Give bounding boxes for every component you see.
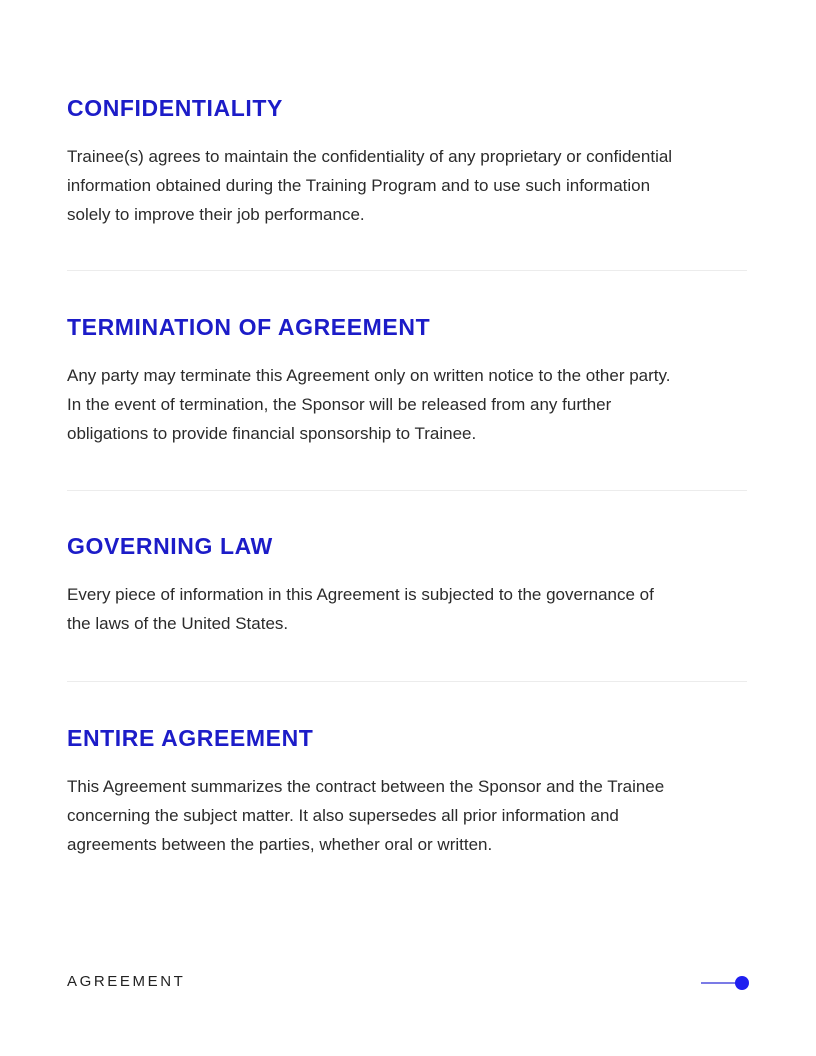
section-body-line: In the event of termination, the Sponsor will be released from any further xyxy=(67,395,612,414)
section-body-line: solely to improve their job performance. xyxy=(67,205,365,224)
section-body-line: information obtained during the Training Program and to use such information xyxy=(67,176,651,195)
section-termination xyxy=(67,313,747,448)
footer-label: AGREEMENT xyxy=(67,973,186,990)
section-body-line: Any party may terminate this Agreement only on written notice to the other party. xyxy=(67,366,671,385)
section-governing-law xyxy=(67,532,747,638)
section-heading: ENTIRE AGREEMENT xyxy=(67,725,314,751)
section-body-line: concerning the subject matter. It also supersedes all prior information and xyxy=(67,806,619,825)
page-progress-indicator-icon xyxy=(701,976,751,990)
section-heading: TERMINATION OF AGREEMENT xyxy=(67,314,431,340)
section-body-line: obligations to provide financial sponsorship to Trainee. xyxy=(67,424,477,443)
section-body-line: Every piece of information in this Agreement is subjected to the governance of xyxy=(67,585,654,604)
indicator-dot-icon xyxy=(735,976,749,990)
section-body-line: This Agreement summarizes the contract between the Sponsor and the Trainee xyxy=(67,777,665,796)
section-heading: GOVERNING LAW xyxy=(67,533,273,559)
section-heading: CONFIDENTIALITY xyxy=(67,95,283,121)
section-confidentiality xyxy=(67,94,747,229)
indicator-line xyxy=(701,982,739,984)
section-entire-agreement xyxy=(67,724,747,859)
section-body-line: agreements between the parties, whether oral or written. xyxy=(67,835,493,854)
section-divider xyxy=(67,490,747,491)
section-divider xyxy=(67,270,747,271)
section-body-line: the laws of the United States. xyxy=(67,614,289,633)
section-body-line: Trainee(s) agrees to maintain the confidentiality of any proprietary or confidential xyxy=(67,147,673,166)
section-divider xyxy=(67,681,747,682)
